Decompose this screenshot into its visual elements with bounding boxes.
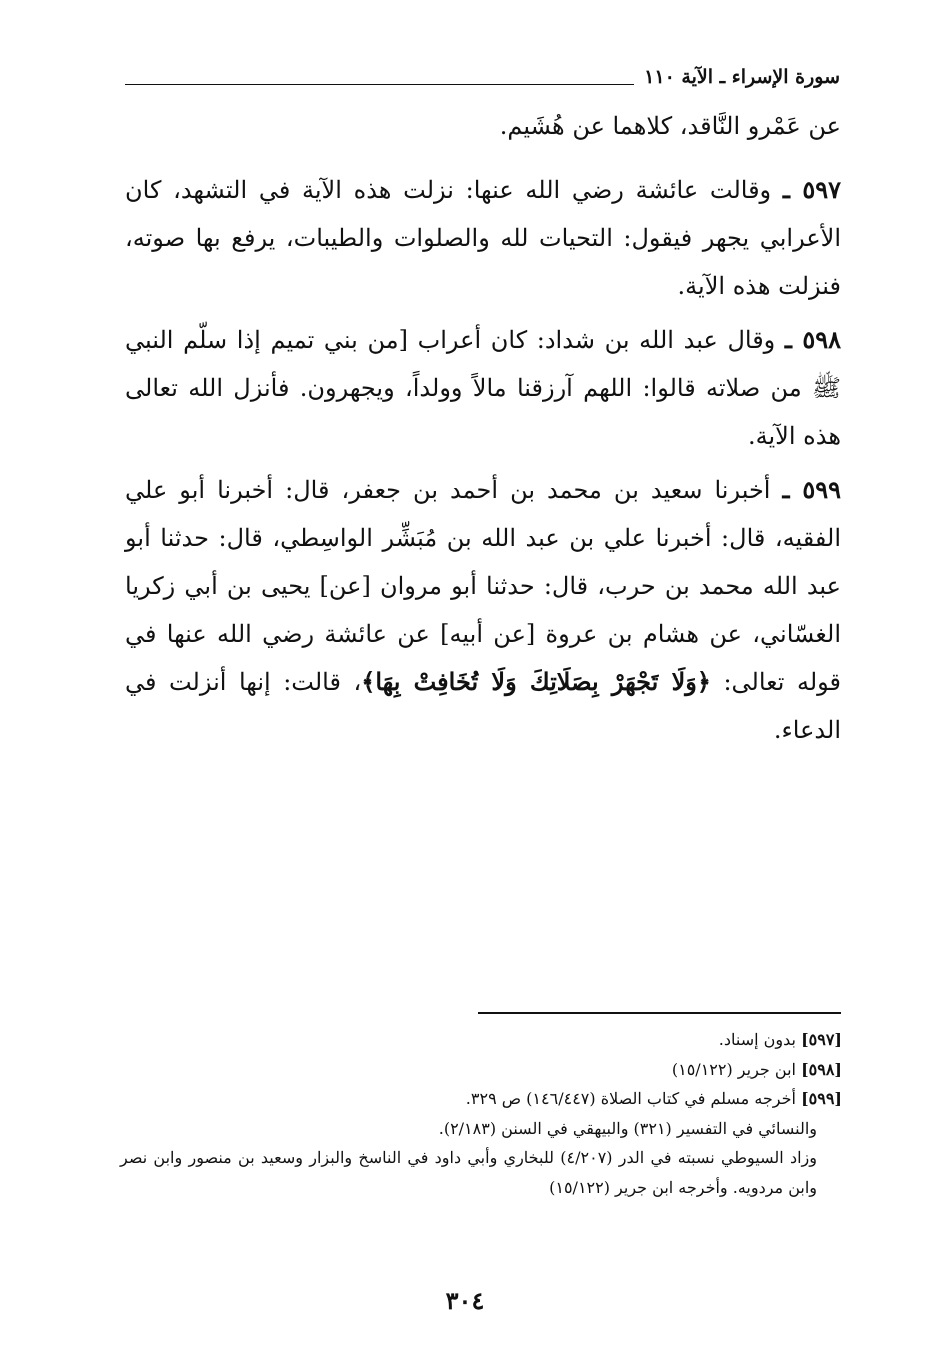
- footnote-598: [120, 1055, 842, 1085]
- footnote-number: [٥٩٩]: [801, 1089, 842, 1108]
- paragraph-599: [125, 466, 841, 754]
- footnote-text: أخرجه مسلم في كتاب الصلاة (١٤٦/٤٤٧) ص ٣٢٩.: [465, 1089, 796, 1108]
- footnote-text: وزاد السيوطي نسبته في الدر (٤/٢٠٧) للبخاري وأبي داود في الناسخ والبزار وسعيد بن منصور وابن نصر وابن مردويه. وأخرجه ابن جرير (١٥/١٢٢): [120, 1148, 818, 1197]
- paragraph-598: [125, 316, 841, 460]
- paragraph-text: وقالت عائشة رضي الله عنها: نزلت هذه الآية في التشهد، كان الأعرابي يجهر فيقول: التحيات لله والصلوات والطيبات، يرفع بها صوته، فنزلت هذه الآية.: [125, 176, 841, 300]
- footnote-text: والنسائي في التفسير (٣٢١) والبيهقي في السنن (٢/١٨٣).: [438, 1118, 817, 1138]
- paragraph-597: [125, 166, 841, 310]
- footnote-number: [٥٩٧]: [801, 1030, 842, 1049]
- paragraph-text-end: ، قالت: إنها أنزلت في الدعاء.: [125, 668, 841, 744]
- paragraph-number: ٥٩٩ ـ: [782, 475, 841, 504]
- footnote-599-continued: [120, 1114, 842, 1144]
- footnote-text: ابن جرير (١٥/١٢٢): [671, 1059, 796, 1079]
- paragraph-number: ٥٩٨ ـ: [784, 325, 841, 354]
- quran-verse: ﴿وَلَا تَجْهَرْ بِصَلَاتِكَ وَلَا تُخَافِتْ بِهَا﴾: [361, 667, 711, 696]
- paragraph-text: وقال عبد الله بن شداد: كان أعراب [من بني تميم إذا سلّم النبي ﷺ من صلاته قالوا: اللهم آرزقنا مالاً وولداً، ويجهرون. فأنزل الله تعالى هذه الآية.: [125, 326, 841, 450]
- footnote-number: [٥٩٨]: [801, 1059, 842, 1079]
- paragraph-number: ٥٩٧ ـ: [782, 175, 841, 204]
- footnote-599: [120, 1084, 842, 1114]
- running-header: [125, 66, 840, 96]
- running-title: سورة الإسراء ـ الآية ١١٠: [634, 66, 840, 88]
- main-text: [125, 102, 841, 754]
- footnote-separator: [478, 1012, 841, 1014]
- footnotes: [120, 1025, 842, 1202]
- paragraph-text: أخبرنا سعيد بن محمد بن أحمد بن جعفر، قال: أخبرنا أبو علي الفقيه، قال: أخبرنا علي بن عبد الله بن مُبَشِّر الواسِطي، قال: حدثنا أبو عبد الله محمد بن حرب، قال: حدثنا أبو مروان [عن] يحيى بن أبي زكريا الغسّاني، عن هشام بن عروة [عن أبيه] عن عائشة رضي الله عنها في قوله تعالى:: [125, 476, 842, 696]
- footnote-599-continued: [120, 1143, 842, 1202]
- page-number: ٣٠٤: [445, 1286, 485, 1315]
- header-rule: [125, 84, 640, 85]
- footnote-text: بدون إسناد.: [718, 1030, 796, 1049]
- footnote-597: [120, 1025, 842, 1055]
- intro-line: عن عَمْرو النَّاقد، كلاهما عن هُشَيم.: [499, 112, 841, 140]
